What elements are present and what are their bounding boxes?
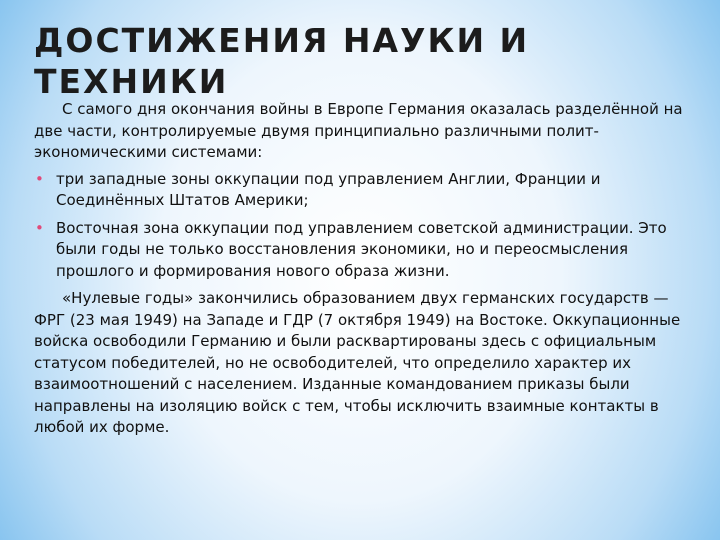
bullet-text: Восточная зона оккупации под управлением советской администрации. Это были годы не только восстановления экономики, но и переосмысления прошлого и формирования нового образа жизни. bbox=[56, 218, 667, 280]
bullet-list bbox=[34, 169, 694, 283]
bullet-text: три западные зоны оккупации под управлением Англии, Франции и Соединённых Штатов Америки; bbox=[56, 169, 601, 209]
slide-body bbox=[34, 99, 694, 439]
intro-paragraph: С самого дня окончания войны в Европе Германия оказалась разделённой на две части, контролируемые двумя принципиально различными полит-экономическими системами: bbox=[34, 100, 683, 161]
slide-title: ДОСТИЖЕНИЯ НАУКИ И ТЕХНИКИ bbox=[34, 21, 530, 101]
closing-paragraph: «Нулевые годы» закончились образованием двух германских государств — ФРГ (23 мая 1949) на Западе и ГДР (7 октября 1949) на Востоке. Оккупационные войска освободили Германию и были расквартированы здесь с официальным статусом победителей, но не освободителей, что определило характер их взаимоотношений с населением. Изданные командованием приказы были направлены на изоляцию войск с тем, чтобы исключить взаимные контакты в любой их форме. bbox=[34, 289, 681, 436]
bullet-icon: • bbox=[35, 218, 44, 237]
bullet-icon: • bbox=[35, 169, 44, 188]
list-item bbox=[34, 218, 694, 283]
list-item bbox=[34, 169, 694, 212]
